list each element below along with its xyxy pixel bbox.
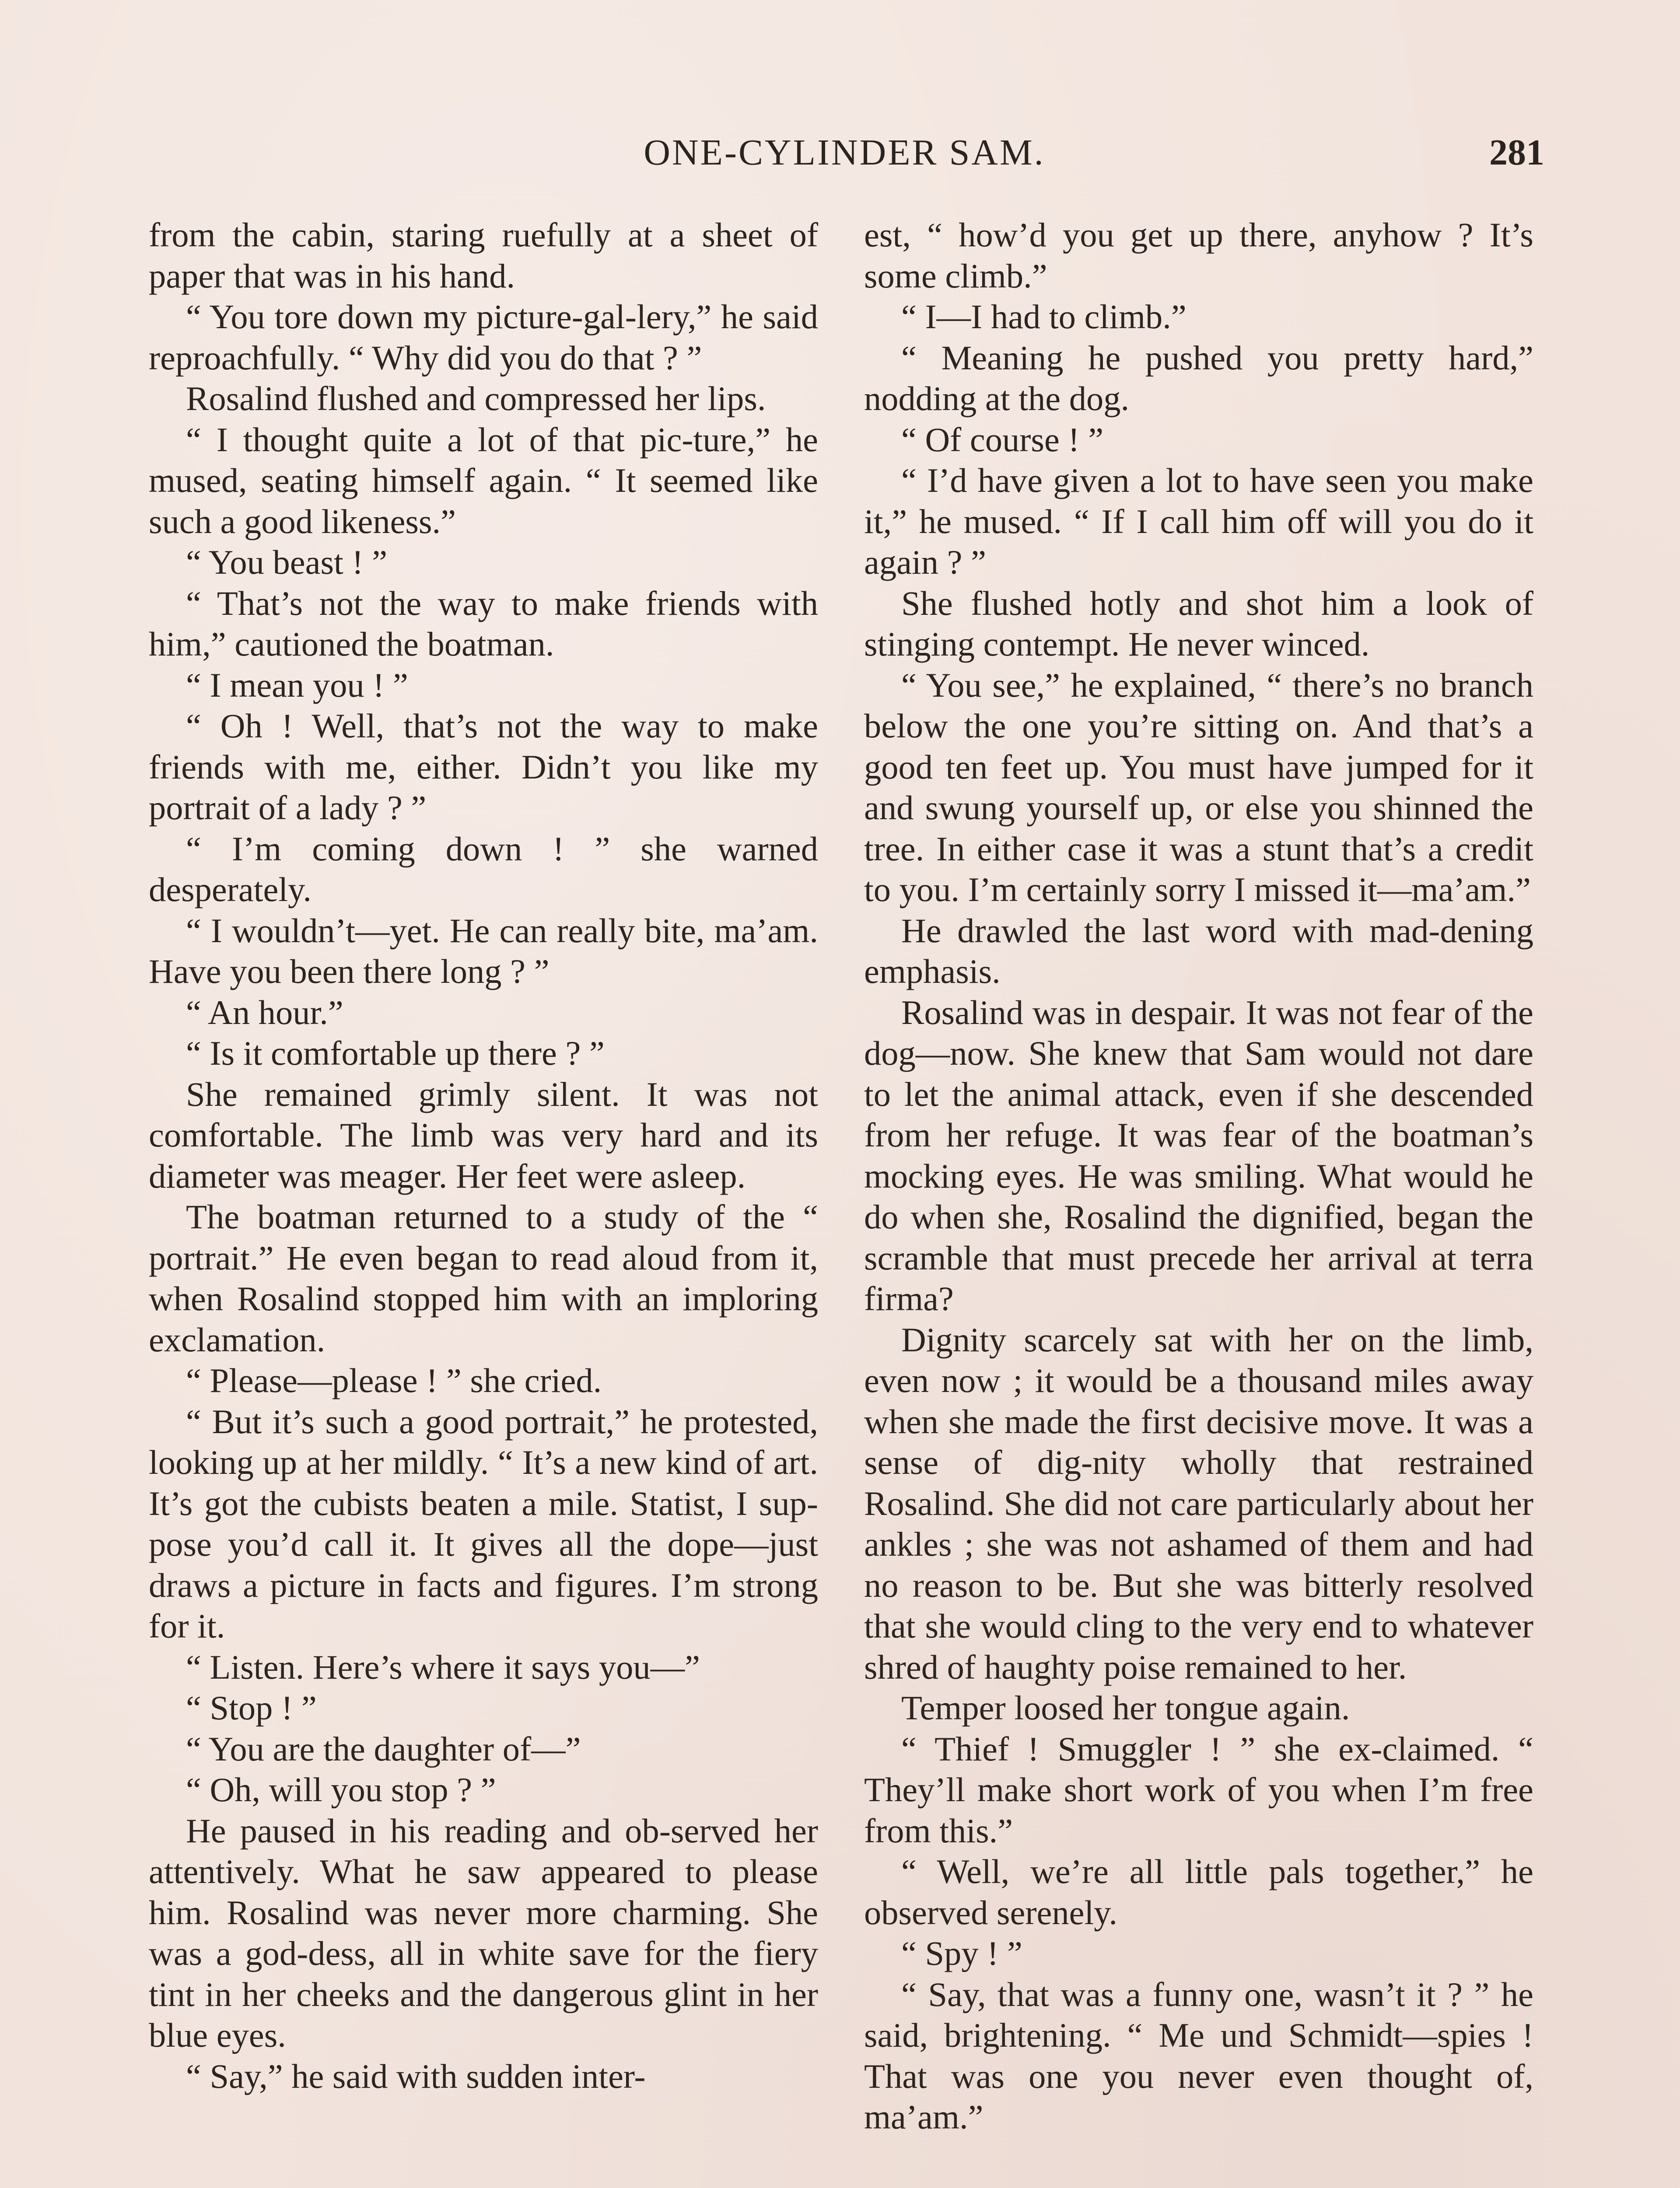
paragraph: She flushed hotly and shot him a look of stinging contempt. He never winced.: [864, 584, 1533, 663]
paragraph: “ Say,” he said with sudden inter-: [186, 2057, 646, 2095]
paragraph: “ I—I had to climb.”: [901, 298, 1186, 336]
paragraph: “ You are the daughter of—”: [186, 1729, 581, 1768]
paragraph: “ I’d have given a lot to have seen you make it,” he mused. “ If I call him off will you do it again ? ”: [864, 461, 1533, 581]
paragraph: “ I’m coming down ! ” she warned desperately.: [149, 829, 818, 908]
paragraph: “ Stop ! ”: [186, 1689, 317, 1727]
paragraph: The boatman returned to a study of the “ portrait.” He even began to read aloud from it, when Rosalind stopped him with an imploring exclamation.: [149, 1198, 818, 1359]
running-title: ONE-CYLINDER SAM.: [644, 132, 1045, 173]
paragraph: “ Oh, will you stop ? ”: [186, 1771, 496, 1809]
paragraph: She remained grimly silent. It was not comfortable. The limb was very hard and its diameter was meager. Her feet were asleep.: [149, 1075, 818, 1195]
paragraph: “ I wouldn’t—yet. He can really bite, ma’am. Have you been there long ? ”: [149, 911, 818, 990]
paragraph: “ Say, that was a funny one, wasn’t it ? ” he said, brightening. “ Me und Schmidt—spies ! That was one you never even thought of, ma’am.”: [864, 1975, 1533, 2136]
paragraph: from the cabin, staring ruefully at a sheet of paper that was in his hand.: [149, 216, 818, 295]
paragraph: “ You beast ! ”: [186, 543, 388, 581]
paragraph: Rosalind was in despair. It was not fear of the dog—now. She knew that Sam would not dare to let the animal attack, even if she descended from her refuge. It was fear of the boatman’s mocking eyes. He was smiling. What would he do when she, Rosalind the dignified, began the scramble that must precede her arrival at terra firma?: [864, 993, 1533, 1318]
paragraph: “ An hour.”: [186, 993, 343, 1031]
paragraph: “ Well, we’re all little pals together,” he observed serenely.: [864, 1852, 1533, 1932]
left-column: [149, 214, 818, 2097]
paragraph: “ I mean you ! ”: [186, 666, 408, 704]
paragraph: “ Is it comfortable up there ? ”: [186, 1034, 605, 1072]
paragraph: Rosalind flushed and compressed her lips.: [186, 379, 766, 417]
paragraph: He paused in his reading and ob-served her attentively. What he saw appeared to please him. Rosalind was never more charming. She was a god-dess, all in white save for the fiery tint in her cheeks and the dangerous glint in her blue eyes.: [149, 1811, 818, 2054]
paragraph: “ Oh ! Well, that’s not the way to make friends with me, either. Didn’t you like my portrait of a lady ? ”: [149, 707, 818, 827]
right-column: [864, 214, 1533, 2138]
paragraph: He drawled the last word with mad-dening emphasis.: [864, 911, 1533, 990]
paragraph: “ But it’s such a good portrait,” he protested, looking up at her mildly. “ It’s a new kind of art. It’s got the cubists beaten a mile. Statist, I sup-pose you’d call it. It gives all the dope—just draws a picture in facts and figures. I’m strong for it.: [149, 1402, 818, 1645]
paragraph: “ You see,” he explained, “ there’s no branch below the one you’re sitting on. And that’s a good ten feet up. You must have jumped for it and swung yourself up, or else you shinned the tree. In either case it was a stunt that’s a credit to you. I’m certainly sorry I missed it—ma’am.”: [864, 666, 1533, 908]
paragraph: est, “ how’d you get up there, anyhow ? It’s some climb.”: [864, 216, 1533, 295]
page-header: [144, 131, 1544, 188]
paragraph: “ Meaning he pushed you pretty hard,” nodding at the dog.: [864, 338, 1533, 417]
paragraph: Temper loosed her tongue again.: [901, 1689, 1350, 1727]
paragraph: “ Spy ! ”: [901, 1934, 1022, 1972]
paragraph: “ You tore down my picture-gal-lery,” he said reproachfully. “ Why did you do that ? ”: [149, 298, 818, 377]
page-number: 281: [1489, 132, 1544, 173]
paragraph: “ Thief ! Smuggler ! ” she ex-claimed. “ They’ll make short work of you when I’m free from this.”: [864, 1729, 1533, 1850]
paragraph: “ That’s not the way to make friends with him,” cautioned the boatman.: [149, 584, 818, 663]
paragraph: “ Of course ! ”: [901, 420, 1104, 459]
paragraph: “ Please—please ! ” she cried.: [186, 1361, 602, 1399]
paragraph: “ I thought quite a lot of that pic-ture,” he mused, seating himself again. “ It seemed like such a good likeness.”: [149, 420, 818, 540]
paragraph: “ Listen. Here’s where it says you—”: [186, 1648, 700, 1686]
paragraph: Dignity scarcely sat with her on the limb, even now ; it would be a thousand miles away when she made the first decisive move. It was a sense of dig-nity wholly that restrained Rosalind. She did not care particularly about her ankles ; she was not ashamed of them and had no reason to be. But she was bitterly resolved that she would cling to the very end to whatever shred of haughty poise remained to her.: [864, 1320, 1533, 1686]
